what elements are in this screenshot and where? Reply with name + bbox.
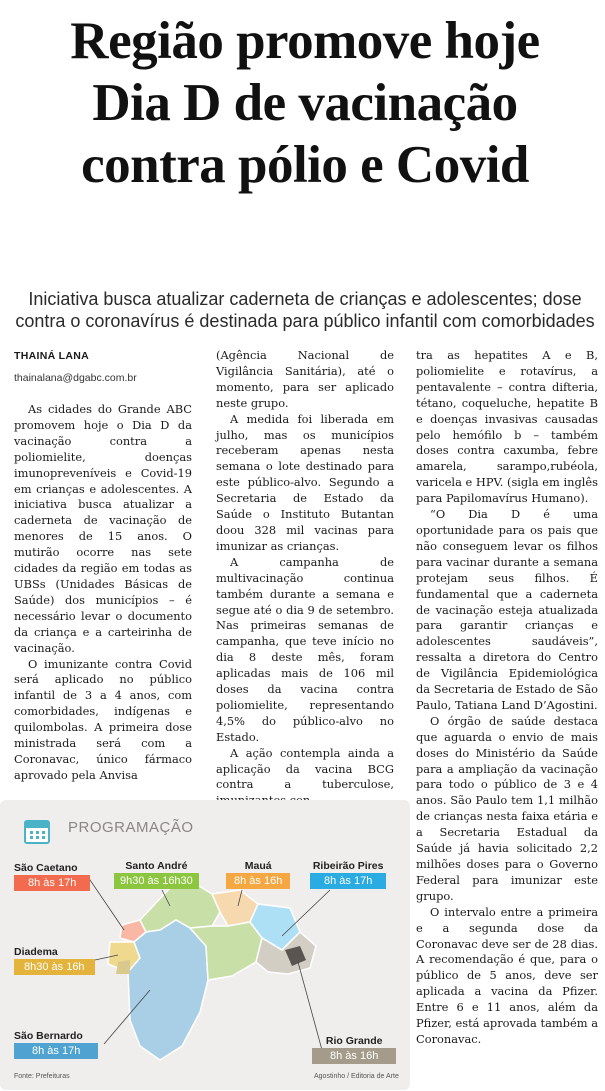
city-name: Rio Grande (325, 1035, 383, 1047)
city-time: 8h às 17h (310, 873, 386, 889)
city-santo-andre (114, 859, 199, 889)
subhead (14, 288, 596, 332)
city-time: 8h às 17h (14, 1043, 98, 1059)
subhead-line-2: contra o coronavírus é destinada para público infantil com comorbidades (15, 311, 595, 331)
headline (10, 10, 600, 196)
article-column-1 (14, 402, 192, 784)
city-name: São Bernardo (14, 1030, 83, 1042)
city-time: 8h às 16h (226, 873, 290, 889)
headline-line-1: Região promove hoje (70, 12, 540, 70)
headline-line-3: contra pólio e Covid (81, 136, 529, 194)
paragraph: O intervalo entre a primeira e a segunda dose da Coronavac deve ser de 28 dias. A recomendação é que, para o público de 5 anos, deve ser aplicada a vacina da Pfizer. Entre 6 e 11 anos, além da Pfizer, está aprovada também a Coronavac. (416, 904, 598, 1046)
city-time: 8h às 16h (312, 1048, 396, 1064)
infobox-source: Fonte: Prefeituras (14, 1073, 70, 1080)
author-email: thainalana@dgabc.com.br (14, 372, 137, 384)
article-column-3 (416, 348, 598, 1048)
paragraph: A medida foi liberada em julho, mas os municípios receberam apenas nesta semana o lote destinado para este público-alvo. Segundo a Secretaria de Estado da Saúde o Instituto Butantan doou 328 mil vacinas para imunizar as crianças. (216, 411, 394, 553)
city-maua (226, 859, 290, 889)
author-name: THAINÁ LANA (14, 350, 90, 362)
city-time: 8h30 às 16h (14, 959, 95, 975)
city-name: São Caetano (14, 862, 78, 874)
city-name: Diadema (14, 946, 58, 958)
city-name: Santo André (125, 860, 188, 872)
map-region-sao-bernardo (128, 920, 208, 1060)
infobox-title: PROGRAMAÇÃO (68, 819, 194, 836)
infobox-credit: Agostinho / Editoria de Arte (314, 1073, 399, 1080)
city-name: Mauá (244, 860, 272, 872)
calendar-icon (24, 820, 50, 844)
article-column-2 (216, 348, 394, 809)
paragraph: As cidades do Grande ABC promovem hoje o Dia D da vacinação contra a poliomielite, doenças imunopreveníveis e Covid-19 em crianças e adolescentes. A iniciativa busca atualizar a caderneta de vacinação de menores de 15 anos. O mutirão ocorre nas sete cidades da região em todas as UBSs (Unidades Básicas de Saúde) dos municípios – é necessário levar o documento da criança e a carteirinha de vacinação. (14, 402, 192, 655)
paragraph: A ação contempla ainda a aplicação da vacina BCG contra a tuberculose, (216, 745, 394, 792)
city-sao-bernardo (14, 1029, 98, 1059)
map-region-shadow (116, 960, 130, 974)
paragraph: tra as hepatites A e B, poliomielite e rotavírus, a pentavalente – contra difteria, tétano, coqueluche, hepatite B e doenças invasivas causadas pelo hemófilo b – também doses contra caxumba, febre amarela, sarampo,rubéola, varicela e HPV. (sigla em inglês para Papilomavírus Humano). (416, 348, 598, 506)
paragraph: O imunizante contra Covid será aplicado no público infantil de 3 a 4 anos, com comorbidades, indígenas e quilombolas. A primeira dose ministrada será com a Coronavac, único fármaco aprovado pela Anvisa (14, 656, 192, 782)
city-sao-caetano (14, 861, 90, 891)
paragraph: A campanha de multivacinação continua também durante a semana e segue até o dia 9 de setembro. Nas primeiras semanas de campanha, que teve início no dia 8 deste mês, foram aplicadas mais de 106 mil doses da vacina contra poliomielite, representando 4,5% do público-alvo no Estado. (216, 554, 394, 744)
headline-line-2: Dia D de vacinação (92, 74, 518, 132)
city-rio-grande (312, 1034, 396, 1064)
city-ribeirao-pires (310, 859, 386, 889)
paragraph: “O Dia D é uma oportunidade para os pais que não conseguem levar os filhos para vacinar durante a semana protejam seus filhos. É fundamental que a caderneta de vacinação esteja atualizada para garantir crianças e adolescentes saudáveis”, ressalta a diretora do Centro de Vigilância Epidemiológica da Secretaria de Estado de São Paulo, Tatiana Land D’Agostini. (416, 507, 598, 712)
paragraph: (Agência Nacional de Vigilância Sanitária), até o momento, para ser aplicado neste grupo. (216, 348, 394, 410)
city-name: Ribeirão Pires (312, 860, 384, 872)
paragraph: O órgão de saúde destaca que aguarda o envio de mais doses do Ministério da Saúde para a ampliação da vacinação para todo o público de 3 e 4 anos. São Paulo tem 1,1 milhão de crianças nesta faixa etária e a Secretaria Estadual da Saúde já havia solicitado 2,2 milhões doses para o Governo Federal para imunizar este grupo. (416, 713, 598, 903)
subhead-line-1: Iniciativa busca atualizar caderneta de crianças e adolescentes; dose (28, 289, 582, 309)
city-time: 9h30 às 16h30 (114, 873, 199, 889)
city-diadema (14, 945, 95, 975)
city-time: 8h às 17h (14, 875, 90, 891)
